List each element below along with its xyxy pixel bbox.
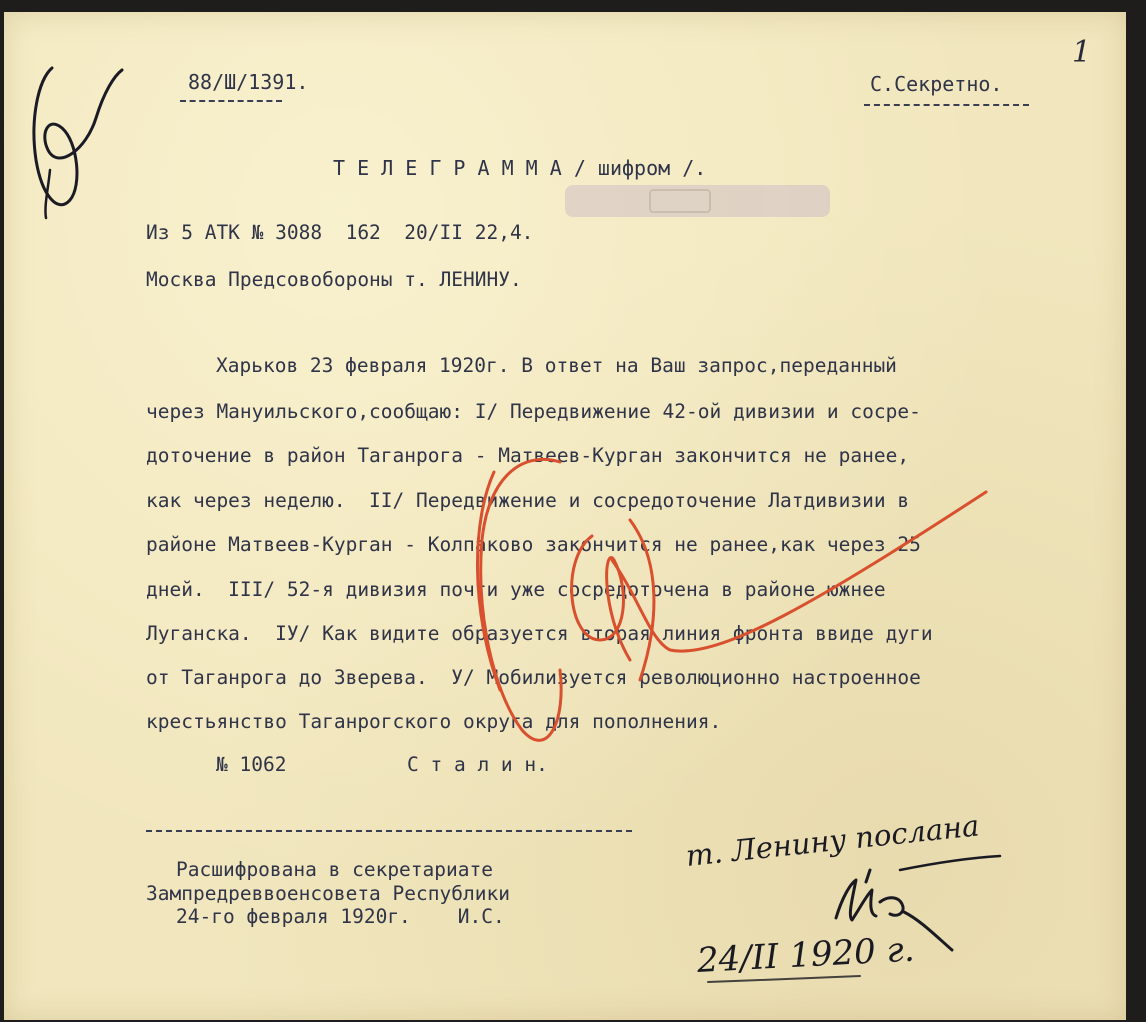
body-line: крестьянство Таганрогского округа для пополнения. xyxy=(146,710,722,733)
body-line: через Мануильского,сообщаю: I/ Передвижение 42-ой дивизии и сосре- xyxy=(146,400,921,423)
telegram-number: № 1062 xyxy=(216,753,287,776)
handwritten-date: 24/II 1920 г. xyxy=(695,929,916,981)
origin-line: Из 5 АТК № 3088 162 20/II 22,4. xyxy=(146,221,534,244)
section-divider xyxy=(146,830,632,832)
classification-label: С.Секретно. xyxy=(870,72,1003,96)
decryption-note-line: Зампредреввоенсовета Республики xyxy=(146,882,510,905)
title-word: Т Е Л Е Г Р А М М А xyxy=(333,156,562,180)
body-line: районе Матвеев-Курган - Колпаково закончится не ранее,как через 25 xyxy=(146,533,921,556)
signatory-name: С т а л и н. xyxy=(407,753,548,776)
body-line: Харьков 23 февраля 1920г. В ответ на Ваш запрос,переданный xyxy=(216,354,897,377)
classification-underline xyxy=(864,104,1029,106)
body-line: как через неделю. II/ Передвижение и сосредоточение Латдивизии в xyxy=(146,489,910,512)
decryption-note-line: 24-го февраля 1920г. И.С. xyxy=(176,905,505,928)
document-title xyxy=(333,158,706,178)
body-line: от Таганрога до Зверева. У/ Мобилизуется революционно настроенное xyxy=(146,666,921,689)
body-line: доточение в район Таганрога - Матвеев-Курган закончится не ранее, xyxy=(146,444,910,467)
body-line: дней. III/ 52-я дивизия почти уже сосредоточена в районе южнее xyxy=(146,578,886,601)
handwritten-forwarding-note: т. Ленину послана xyxy=(684,808,981,873)
page-number: 1 xyxy=(1072,35,1092,70)
reference-number: 88/Ш/1391. xyxy=(188,70,309,94)
body-line: Луганска. IУ/ Как видите образуется вторая линия фронта ввиде дуги xyxy=(146,622,933,645)
reference-underline xyxy=(180,100,282,102)
decryption-note-line: Расшифрована в секретариате xyxy=(176,858,493,881)
addressee-line: Москва Предсовобороны т. ЛЕНИНУ. xyxy=(146,268,522,291)
title-note: / шифром /. xyxy=(561,156,707,180)
